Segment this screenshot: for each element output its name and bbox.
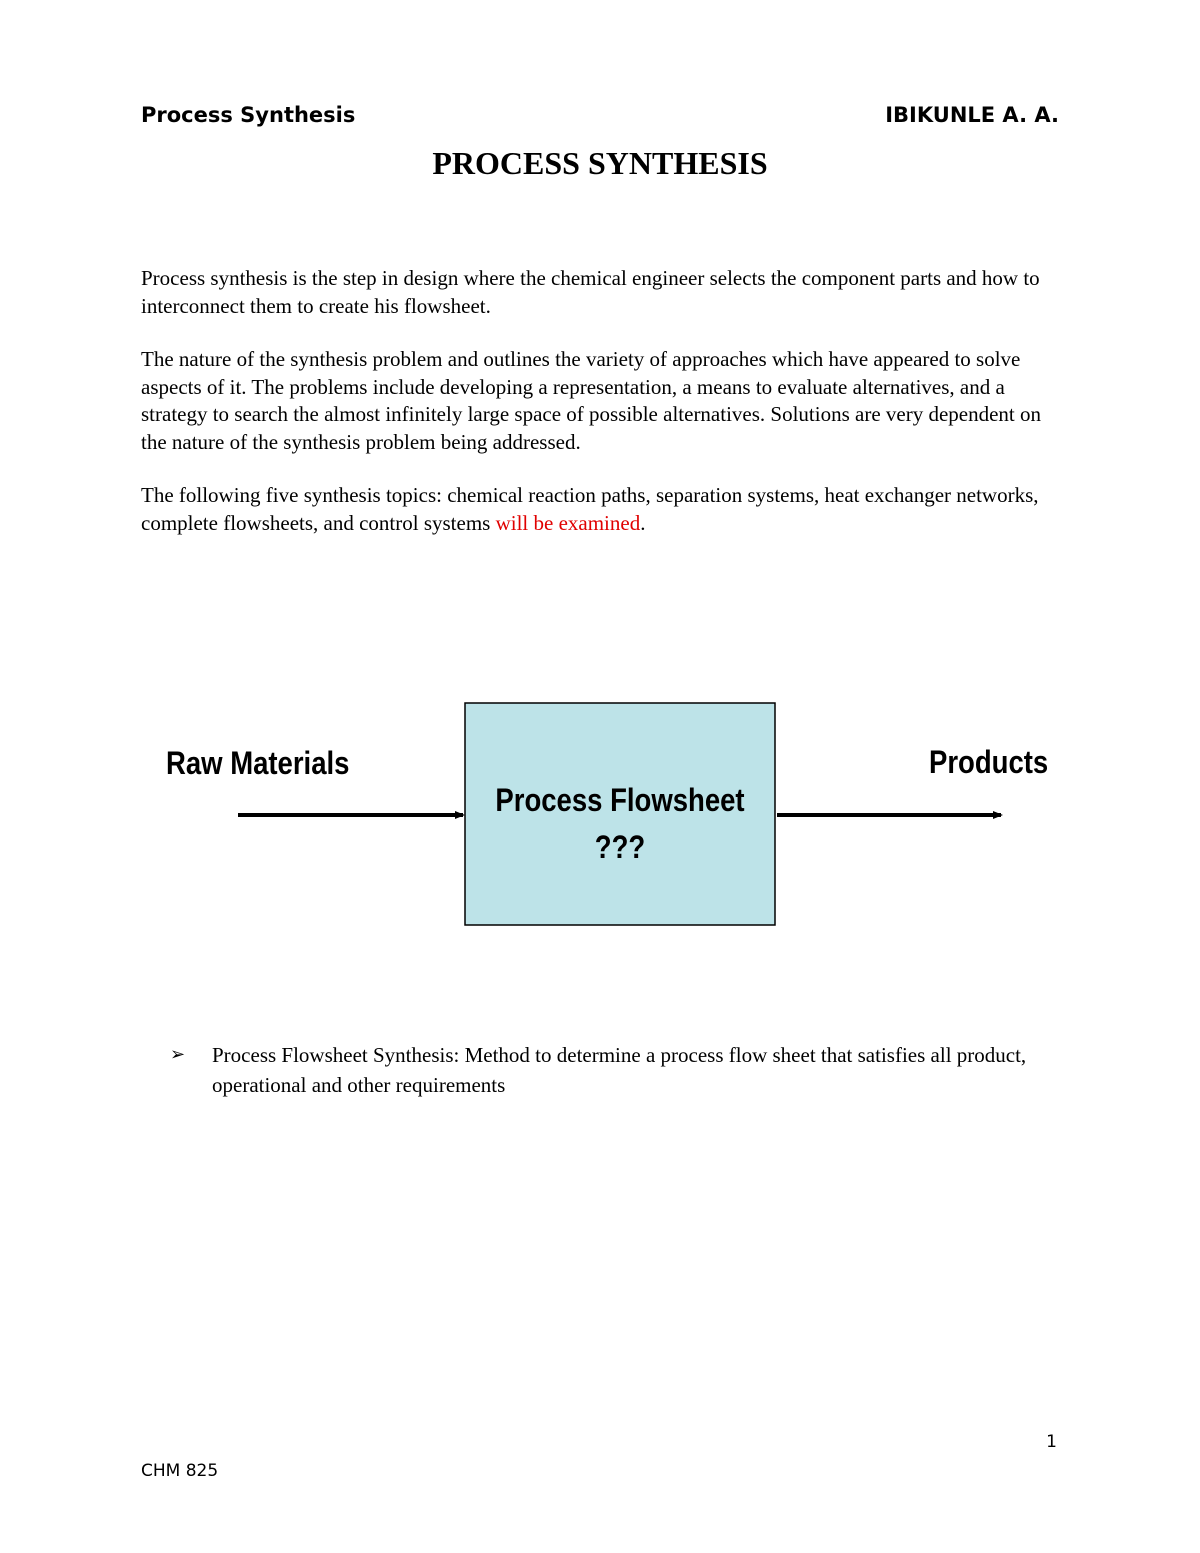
paragraph-nature: The nature of the synthesis problem and outlines the variety of approaches which have appeared to solve aspects of it. The problems include developing a representation, a means to evaluate alternatives, and a strategy to search the almost infinitely large space of possible alternatives. Solutions are very dependent on the nature of the synthesis problem being addressed. (141, 347, 1042, 454)
box-label-line1: Process Flowsheet (495, 783, 745, 819)
header-left-title: Process Synthesis (141, 103, 356, 127)
page-number: 1 (1046, 1432, 1057, 1452)
bullet-text: Process Flowsheet Synthesis: Method to determine a process flow sheet that satisfies all product, operational and other requirements (212, 1043, 1027, 1097)
topics-end: . (640, 510, 646, 535)
paragraph-intro: Process synthesis is the step in design where the chemical engineer selects the component parts and how to interconnect them to create his flowsheet. (141, 266, 1040, 318)
bullet-item (170, 1040, 1058, 1100)
topics-text: The following five synthesis topics: chemical reaction paths, separation systems, heat exchanger networks, complete flowsheets, and control systems (141, 483, 1039, 535)
header-author: IBIKUNLE A. A. (885, 103, 1059, 127)
paragraph-topics (141, 482, 1071, 537)
box-label-line2: ??? (594, 830, 646, 866)
page-title: PROCESS SYNTHESIS (432, 145, 768, 181)
arrow-bullet-icon: ➢ (170, 1044, 186, 1065)
footer-course-code: CHM 825 (141, 1461, 219, 1481)
products-label: Products (928, 745, 1049, 781)
highlight-text: will be examined (495, 510, 641, 535)
raw-materials-label: Raw Materials (165, 746, 350, 782)
